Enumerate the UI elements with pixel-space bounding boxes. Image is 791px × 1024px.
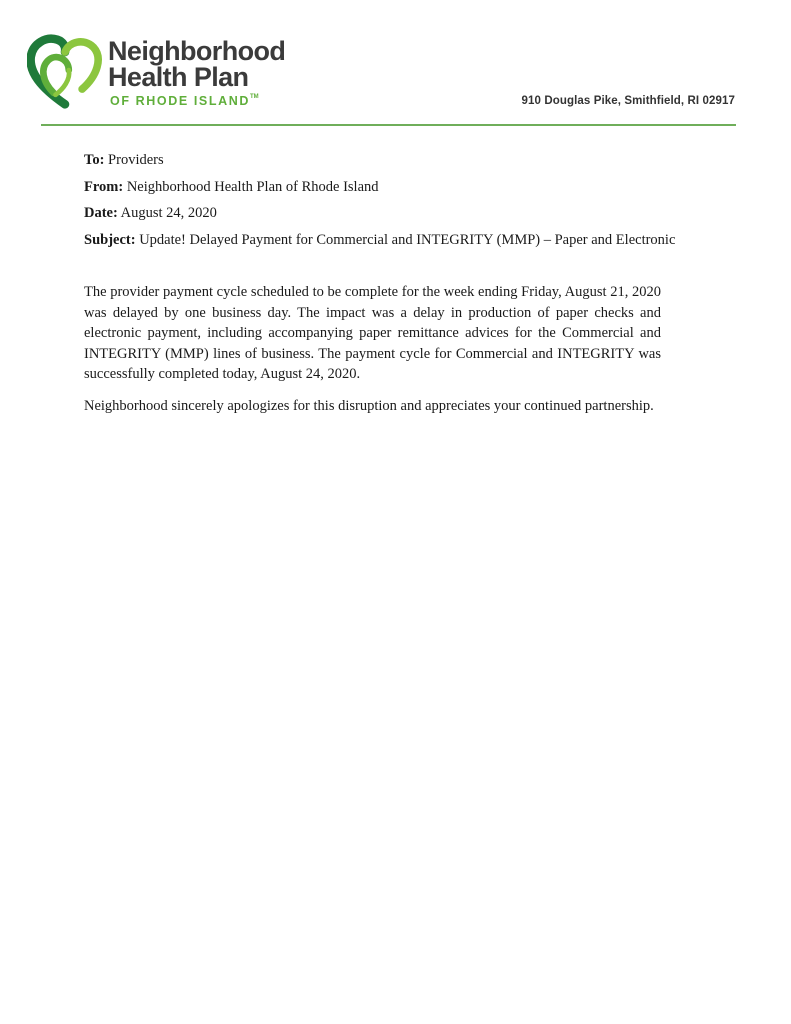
logo-name-line2: Health Plan [108,62,249,92]
memo-to-label: To: [84,152,105,168]
letterhead [0,0,791,130]
memo-to [84,150,704,170]
memo-to-value: Providers [108,152,164,168]
logo-name-line1: Neighborhood [108,36,286,66]
memo-subject-label: Subject: [84,231,136,248]
memo-from-label: From: [84,178,124,195]
company-address: 910 Douglas Pike, Smithfield, RI 02917 [521,95,735,107]
memo-date [84,203,704,223]
memo-date-value: August 24, 2020 [120,205,217,221]
memo-from [84,177,704,197]
body-paragraph-2: Neighborhood sincerely apologizes for this disruption and appreciates your continued partnership. [84,397,654,414]
memo-subject [84,230,704,250]
heart-logo-icon [27,34,103,110]
memo-body [84,282,661,427]
body-paragraph-1: The provider payment cycle scheduled to be complete for the week ending Friday, August 21, 2020 was delayed by one business day. The impact was a delay in production of paper checks and electronic payment, including accompanying paper remittance advices for the Commercial and INTEGRITY (MMP) lines of business. The payment cycle for Commercial and INTEGRITY was successfully completed today, August 24, 2020. [84,284,661,382]
header-divider [41,124,736,126]
trademark-symbol: TM [249,94,259,100]
logo-wordmark [108,38,285,90]
logo-tagline-text: OF RHODE ISLAND [110,94,250,108]
memo-date-label: Date: [84,205,118,221]
memo-header [84,150,704,256]
logo-tagline [110,94,259,108]
memo-subject-value: Update! Delayed Payment for Commercial and INTEGRITY (MMP) – Paper and Electronic [139,231,676,248]
memo-from-value: Neighborhood Health Plan of Rhode Island [126,178,379,195]
